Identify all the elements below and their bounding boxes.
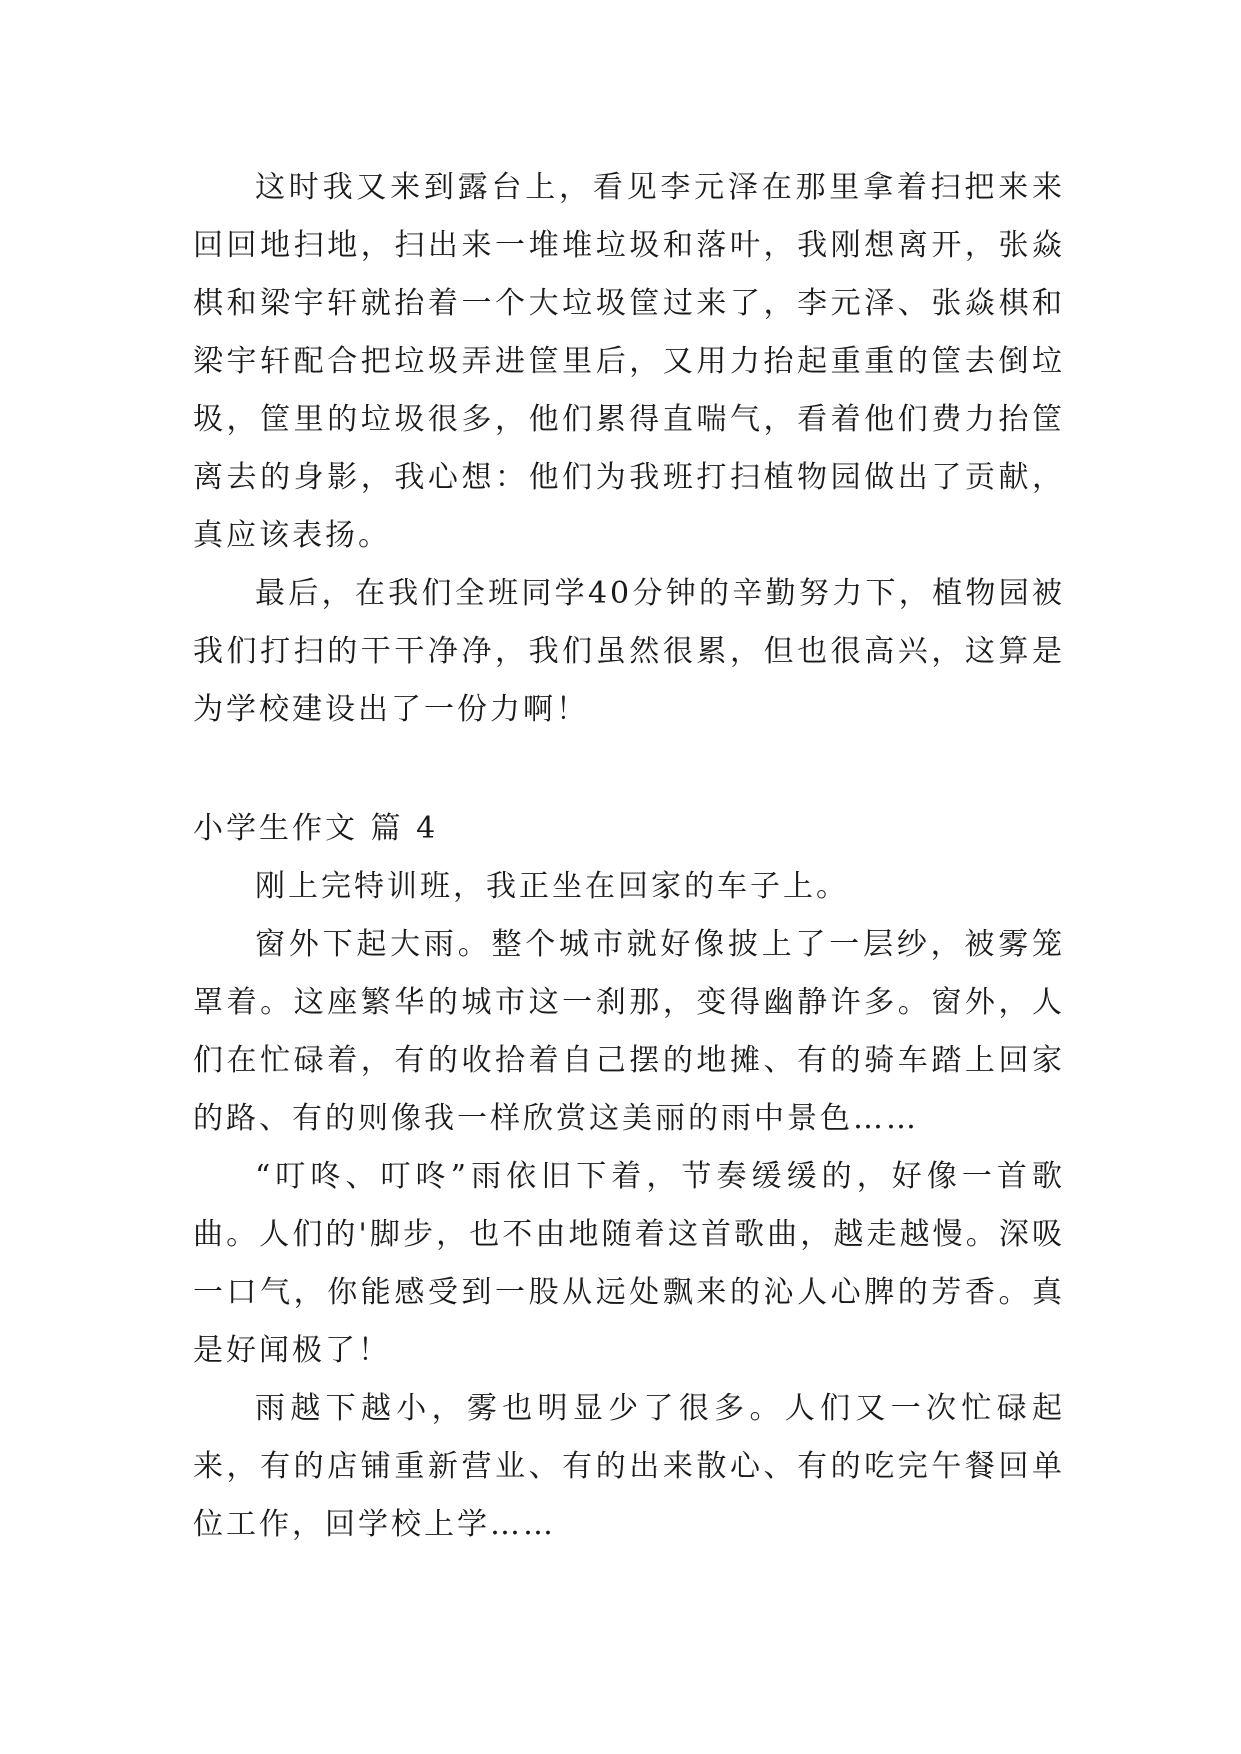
essay-4-heading: 小学生作文 篇 4	[193, 811, 439, 846]
paragraph: 这时我又来到露台上，看见李元泽在那里拿着扫把来来回回地扫地，扫出来一堆堆垃圾和落叶，我刚想离开，张焱棋和梁宇轩就抬着一个大垃圾筐过来了，李元泽、张焱棋和梁宇轩配合把垃圾弄进筐里后，又用力抬起重重的筐去倒垃圾，筐里的垃圾很多，他们累得直喘气，看着他们费力抬筐离去的身影，我心想：他们为我班打扫植物园做出了贡献，真应该表扬。	[193, 170, 1065, 553]
paragraph: 刚上完特训班，我正坐在回家的车子上。	[255, 869, 849, 904]
essay-4-body	[193, 858, 1065, 1554]
paragraph: “叮咚、叮咚”雨依旧下着，节奏缓缓的，好像一首歌曲。人们的'脚步，也不由地随着这首歌曲，越走越慢。深吸一口气，你能感受到一股从远处飘来的沁人心脾的芳香。真是好闻极了！	[193, 1159, 1065, 1368]
essay-3-body	[193, 159, 1065, 739]
paragraph: 窗外下起大雨。整个城市就好像披上了一层纱，被雾笼罩着。这座繁华的城市这一刹那，变得幽静许多。窗外，人们在忙碌着，有的收拾着自己摆的地摊、有的骑车踏上回家的路、有的则像我一样欣赏这美丽的雨中景色……	[193, 927, 1065, 1136]
paragraph: 最后，在我们全班同学40分钟的辛勤努力下，植物园被我们打扫的干干净净，我们虽然很累，但也很高兴，这算是为学校建设出了一份力啊！	[193, 576, 1065, 727]
paragraph: 雨越下越小，雾也明显少了很多。人们又一次忙碌起来，有的店铺重新营业、有的出来散心、有的吃完午餐回单位工作，回学校上学……	[193, 1391, 1065, 1542]
